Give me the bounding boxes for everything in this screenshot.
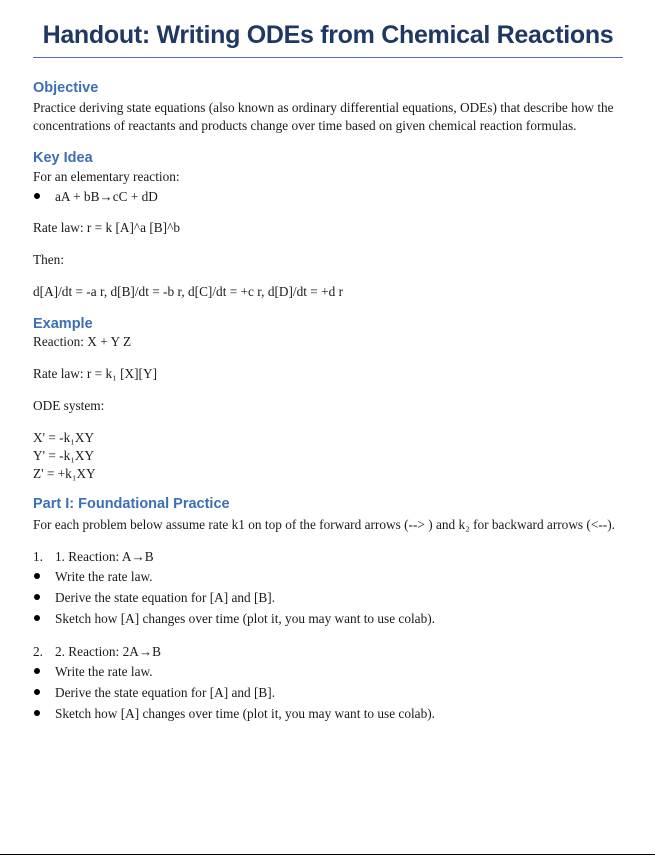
reaction-formula: aA + bB→cC + dD bbox=[55, 189, 158, 204]
list-item bbox=[33, 682, 623, 703]
task-text: Sketch how [A] changes over time (plot it, you may want to use colab). bbox=[55, 611, 435, 626]
page-title: Handout: Writing ODEs from Chemical Reactions bbox=[42, 21, 614, 49]
ode-y: Y' = -k₁XY bbox=[33, 448, 95, 463]
task-text: Derive the state equation for [A] and [B]. bbox=[55, 685, 276, 700]
general-equations: d[A]/dt = -a r, d[B]/dt = -b r, d[C]/dt = +c r, d[D]/dt = +d r bbox=[33, 284, 344, 299]
key-idea-heading: Key Idea bbox=[33, 150, 93, 166]
bullet-icon bbox=[34, 668, 40, 674]
task-text: Write the rate law. bbox=[55, 664, 153, 679]
key-idea-intro: For an elementary reaction: bbox=[33, 169, 180, 184]
problem-1-tasks bbox=[33, 566, 623, 629]
ode-z: Z' = +k₁XY bbox=[33, 466, 96, 481]
ode-x: X' = -k₁XY bbox=[33, 430, 95, 445]
ode-system-label: ODE system: bbox=[33, 398, 105, 413]
part1-description: For each problem below assume rate k1 on top of the forward arrows (--> ) and k₂ for backward arrows (<--). bbox=[33, 517, 615, 532]
problem-2 bbox=[33, 643, 623, 661]
part1-section bbox=[33, 495, 623, 724]
problem-label: 2. Reaction: 2A→B bbox=[55, 644, 161, 659]
example-reaction: Reaction: X + Y Z bbox=[33, 334, 132, 349]
key-idea-list bbox=[33, 186, 623, 207]
objective-text: Practice deriving state equations (also known as ordinary differential equations, ODEs) that describe how the concentrations of reactants and products change over time based on given chemical reaction formulas. bbox=[33, 100, 614, 133]
part1-heading: Part I: Foundational Practice bbox=[33, 496, 230, 512]
list-item bbox=[33, 608, 623, 629]
task-text: Derive the state equation for [A] and [B]. bbox=[55, 590, 276, 605]
problem-number: 1. bbox=[33, 549, 43, 564]
bullet-icon bbox=[34, 193, 40, 199]
then-label: Then: bbox=[33, 252, 65, 267]
list-item bbox=[33, 587, 623, 608]
problem-1 bbox=[33, 548, 623, 566]
bullet-icon bbox=[34, 573, 40, 579]
task-text: Write the rate law. bbox=[55, 569, 153, 584]
problem-number: 2. bbox=[33, 644, 43, 659]
ode-system bbox=[33, 429, 623, 483]
bullet-icon bbox=[34, 689, 40, 695]
objective-section bbox=[33, 79, 623, 135]
list-item bbox=[33, 661, 623, 682]
problem-2-tasks bbox=[33, 661, 623, 724]
bullet-icon bbox=[34, 615, 40, 621]
key-idea-section bbox=[33, 149, 623, 301]
rate-law-general: Rate law: r = k [A]^a [B]^b bbox=[33, 220, 180, 235]
example-section bbox=[33, 315, 623, 483]
example-rate-law: Rate law: r = k₁ [X][Y] bbox=[33, 366, 158, 381]
problem-label: 1. Reaction: A→B bbox=[55, 549, 154, 564]
bullet-icon bbox=[34, 594, 40, 600]
bullet-icon bbox=[34, 710, 40, 716]
list-item bbox=[33, 566, 623, 587]
title-underline bbox=[33, 57, 623, 58]
task-text: Sketch how [A] changes over time (plot it, you may want to use colab). bbox=[55, 706, 435, 721]
objective-heading: Objective bbox=[33, 80, 99, 96]
example-heading: Example bbox=[33, 316, 93, 332]
list-item bbox=[33, 186, 623, 207]
list-item bbox=[33, 703, 623, 724]
